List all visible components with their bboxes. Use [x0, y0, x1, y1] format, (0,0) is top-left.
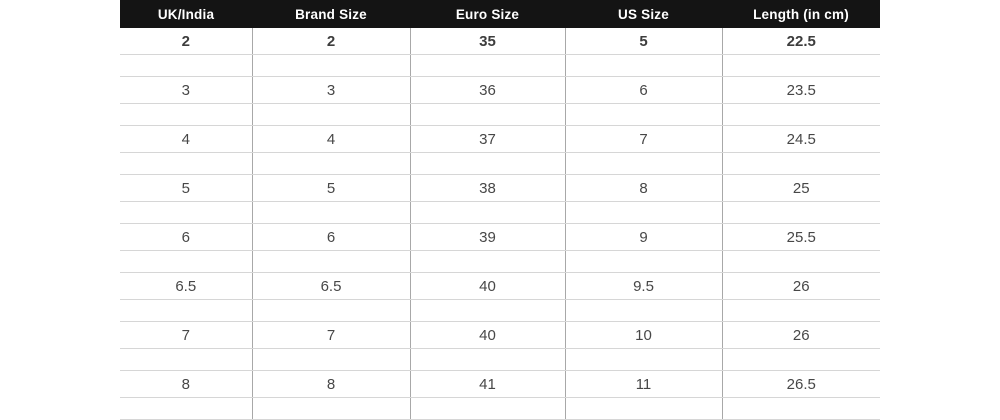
header-cell: Euro Size	[410, 0, 565, 28]
table-row	[120, 224, 880, 251]
spacer-cell	[252, 202, 410, 224]
spacer-cell	[120, 349, 252, 371]
table-cell: 10	[565, 322, 722, 349]
table-cell: 35	[410, 28, 565, 55]
spacer-cell	[120, 202, 252, 224]
spacer-cell	[722, 300, 880, 322]
spacer-cell	[252, 398, 410, 420]
table-cell: 25.5	[722, 224, 880, 251]
table-cell: 3	[120, 77, 252, 104]
table-row	[120, 77, 880, 104]
table-cell: 8	[120, 371, 252, 398]
table-cell: 2	[252, 28, 410, 55]
spacer-row	[120, 202, 880, 224]
table-cell: 40	[410, 273, 565, 300]
spacer-cell	[722, 251, 880, 273]
table-cell: 38	[410, 175, 565, 202]
spacer-cell	[565, 104, 722, 126]
spacer-cell	[565, 398, 722, 420]
spacer-cell	[252, 104, 410, 126]
table-cell: 2	[120, 28, 252, 55]
table-cell: 40	[410, 322, 565, 349]
table-cell: 4	[252, 126, 410, 153]
spacer-row	[120, 251, 880, 273]
size-chart-header	[120, 0, 880, 28]
spacer-cell	[252, 55, 410, 77]
table-cell: 9.5	[565, 273, 722, 300]
header-cell: Brand Size	[252, 0, 410, 28]
table-cell: 6	[565, 77, 722, 104]
spacer-cell	[565, 251, 722, 273]
header-cell: UK/India	[120, 0, 252, 28]
table-row	[120, 28, 880, 55]
table-cell: 7	[120, 322, 252, 349]
spacer-cell	[120, 55, 252, 77]
table-cell: 36	[410, 77, 565, 104]
size-chart-body	[120, 28, 880, 420]
table-cell: 26	[722, 322, 880, 349]
table-cell: 26	[722, 273, 880, 300]
spacer-cell	[410, 398, 565, 420]
spacer-row	[120, 153, 880, 175]
spacer-cell	[252, 349, 410, 371]
table-cell: 22.5	[722, 28, 880, 55]
table-row	[120, 175, 880, 202]
spacer-cell	[252, 300, 410, 322]
spacer-row	[120, 300, 880, 322]
table-cell: 25	[722, 175, 880, 202]
spacer-cell	[722, 153, 880, 175]
spacer-cell	[722, 55, 880, 77]
table-cell: 26.5	[722, 371, 880, 398]
table-cell: 4	[120, 126, 252, 153]
table-cell: 8	[565, 175, 722, 202]
size-chart	[120, 0, 880, 420]
spacer-cell	[120, 398, 252, 420]
table-cell: 23.5	[722, 77, 880, 104]
table-cell: 6	[120, 224, 252, 251]
table-cell: 11	[565, 371, 722, 398]
table-cell: 6.5	[252, 273, 410, 300]
table-cell: 5	[120, 175, 252, 202]
table-cell: 5	[565, 28, 722, 55]
table-cell: 8	[252, 371, 410, 398]
spacer-cell	[565, 202, 722, 224]
spacer-cell	[252, 153, 410, 175]
spacer-cell	[120, 300, 252, 322]
header-cell: US Size	[565, 0, 722, 28]
spacer-cell	[565, 153, 722, 175]
spacer-cell	[410, 349, 565, 371]
size-chart-table	[120, 0, 880, 420]
spacer-cell	[252, 251, 410, 273]
header-row	[120, 0, 880, 28]
table-cell: 6.5	[120, 273, 252, 300]
table-row	[120, 322, 880, 349]
spacer-cell	[120, 104, 252, 126]
spacer-cell	[410, 202, 565, 224]
spacer-cell	[410, 55, 565, 77]
spacer-row	[120, 55, 880, 77]
spacer-cell	[410, 300, 565, 322]
spacer-cell	[120, 251, 252, 273]
table-cell: 7	[565, 126, 722, 153]
spacer-cell	[410, 153, 565, 175]
spacer-cell	[722, 104, 880, 126]
spacer-cell	[722, 202, 880, 224]
table-cell: 39	[410, 224, 565, 251]
spacer-cell	[565, 300, 722, 322]
spacer-cell	[410, 104, 565, 126]
spacer-cell	[410, 251, 565, 273]
spacer-cell	[565, 55, 722, 77]
spacer-cell	[722, 349, 880, 371]
table-cell: 6	[252, 224, 410, 251]
spacer-row	[120, 398, 880, 420]
table-row	[120, 126, 880, 153]
table-cell: 24.5	[722, 126, 880, 153]
table-cell: 3	[252, 77, 410, 104]
table-row	[120, 371, 880, 398]
table-cell: 7	[252, 322, 410, 349]
header-cell: Length (in cm)	[722, 0, 880, 28]
table-row	[120, 273, 880, 300]
table-cell: 9	[565, 224, 722, 251]
spacer-row	[120, 349, 880, 371]
table-cell: 41	[410, 371, 565, 398]
spacer-row	[120, 104, 880, 126]
table-cell: 5	[252, 175, 410, 202]
spacer-cell	[565, 349, 722, 371]
spacer-cell	[120, 153, 252, 175]
spacer-cell	[722, 398, 880, 420]
table-cell: 37	[410, 126, 565, 153]
